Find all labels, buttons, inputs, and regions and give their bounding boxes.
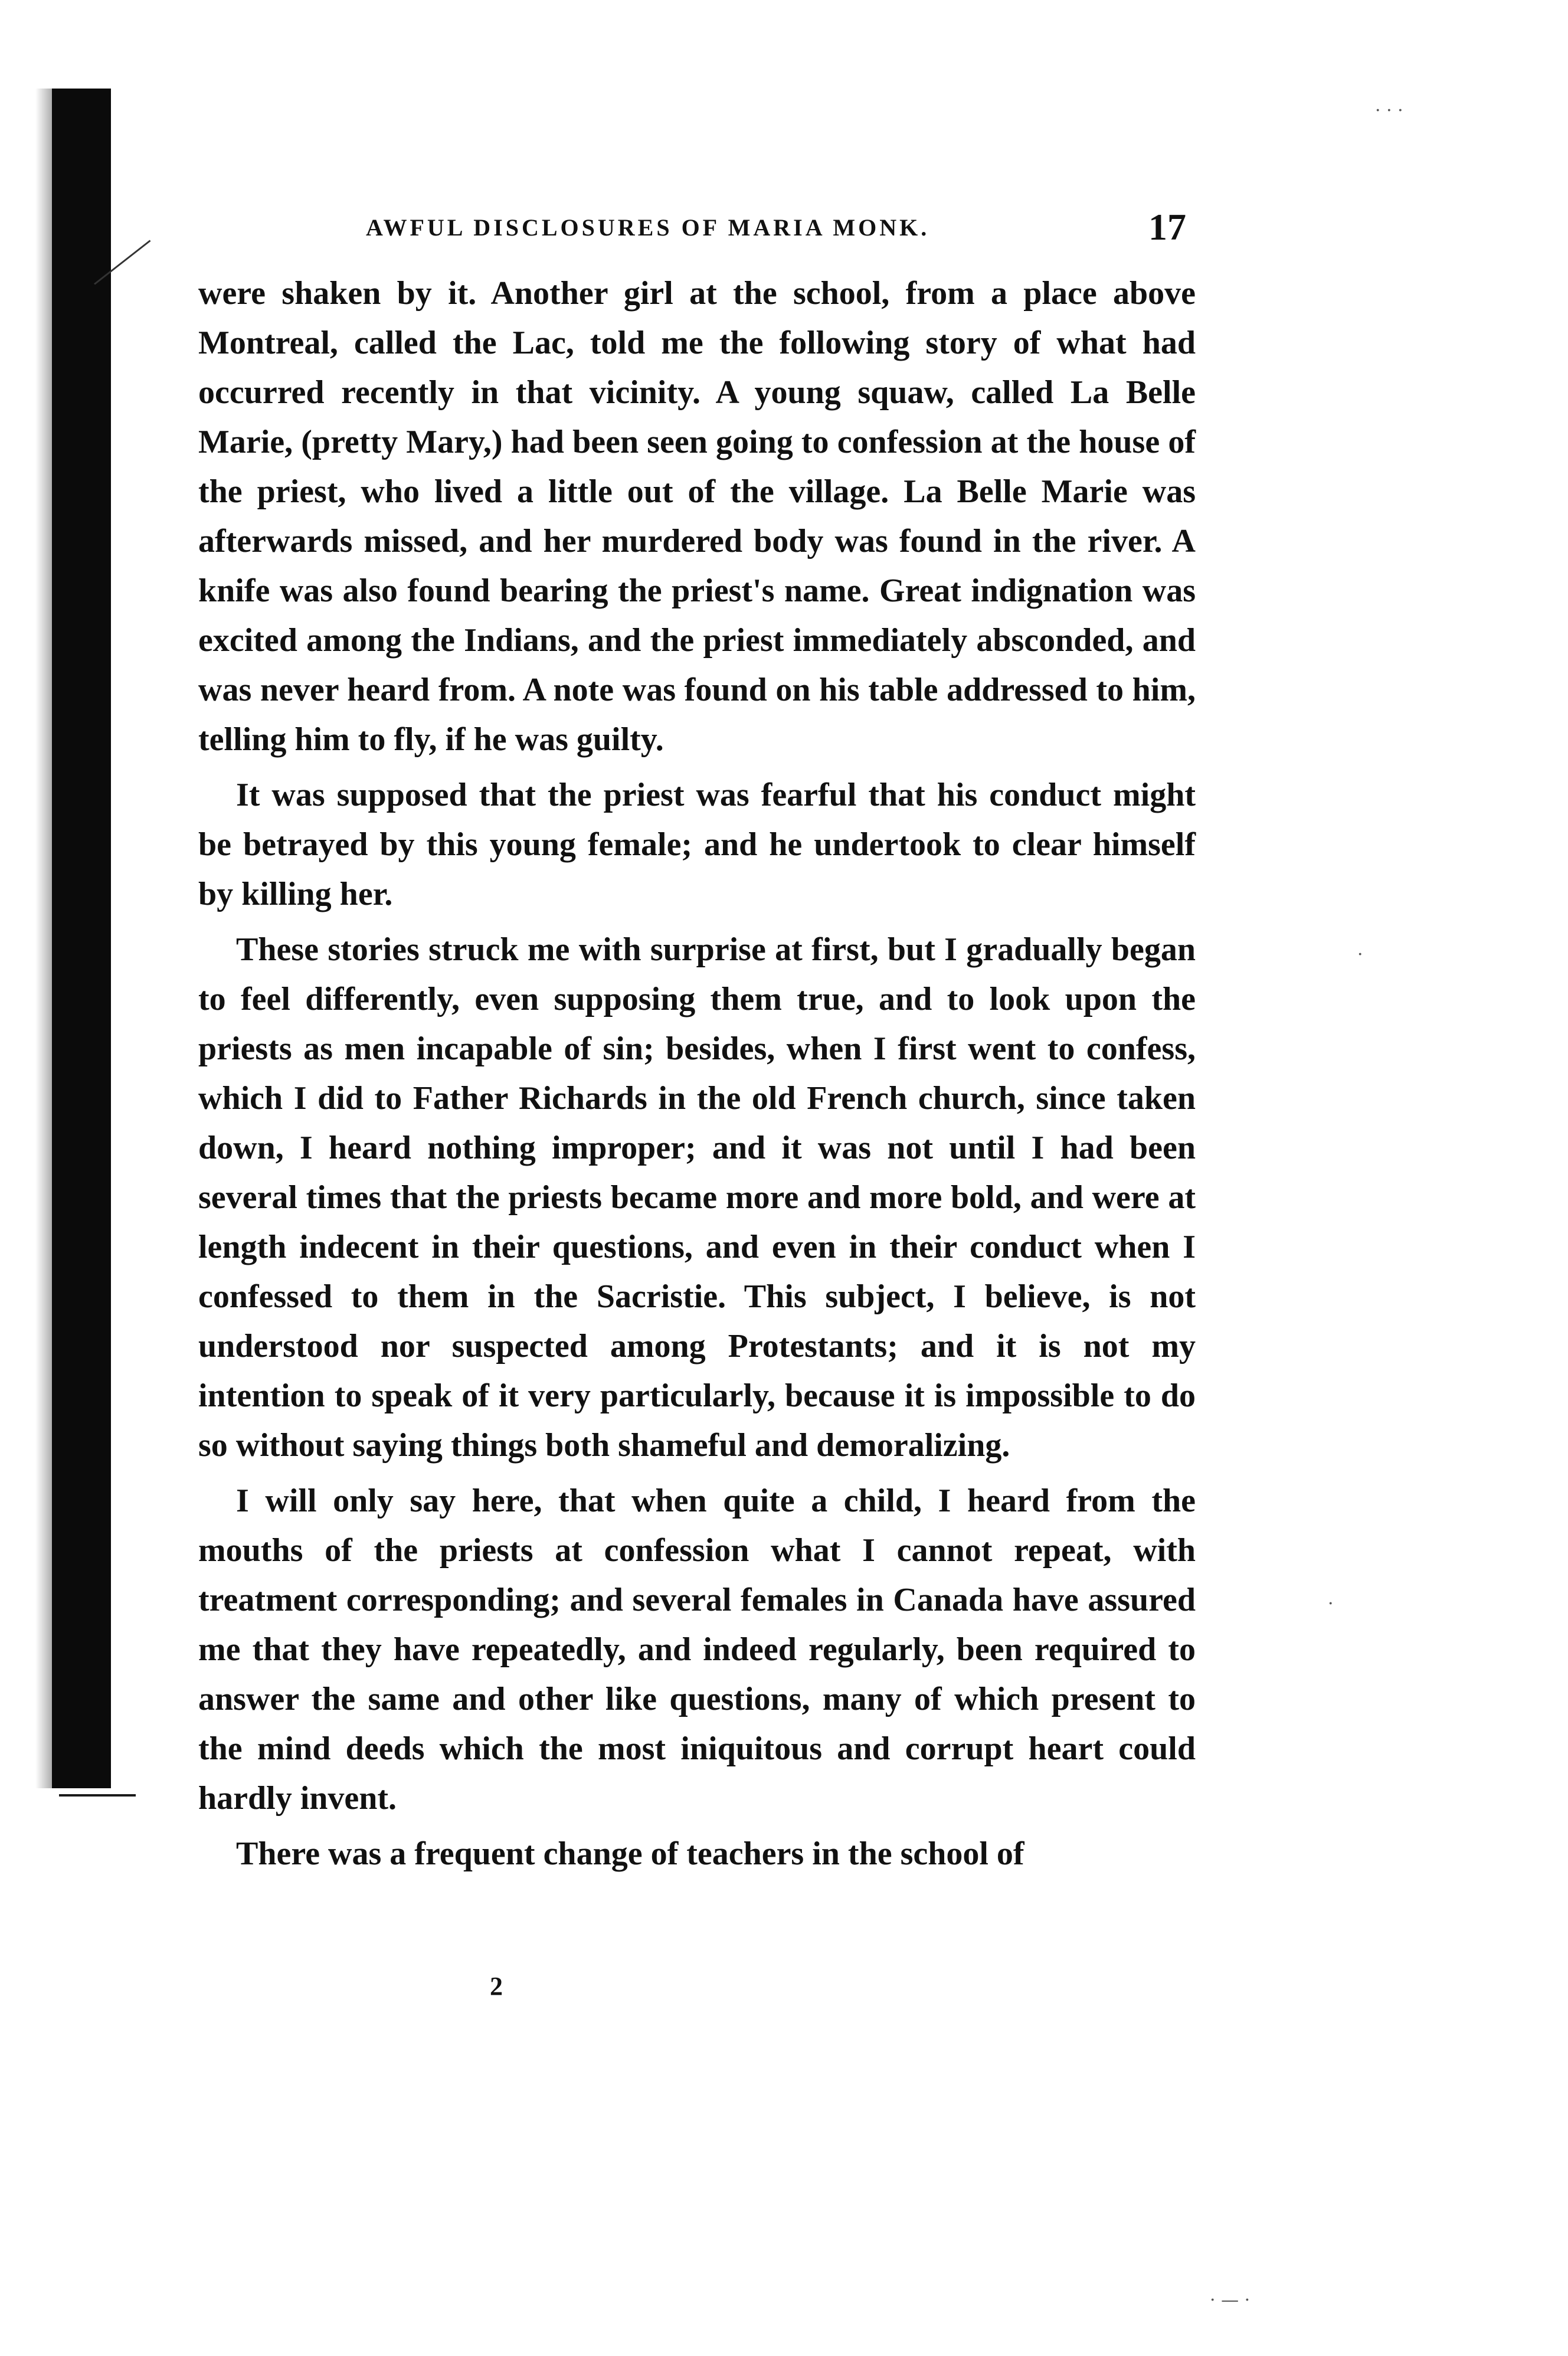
paragraph: There was a frequent change of teachers in the school of	[236, 1835, 1024, 1872]
paragraph: It was supposed that the priest was fearful that his conduct might be betrayed by this young female; and he undertook to clear himself by killing her.	[198, 777, 1196, 912]
scan-speck: · · ·	[1375, 100, 1403, 121]
running-title: AWFUL DISCLOSURES OF MARIA MONK.	[366, 214, 930, 241]
binding-rule	[59, 1794, 136, 1797]
binding-edge	[52, 89, 111, 1788]
paragraph: These stories struck me with surprise at first, but I gradually began to feel differently, even supposing them true, and to look upon the priests as men incapable of sin; besides, when I first went to confess, which I did to Father Richards in the old French church, since taken down, I heard nothing improper; and it was not until I had been several times that the priests became more and more bold, and were at length indecent in their questions, and even in their conduct when I confessed to them in the Sacristie. This subject, I believe, is not understood nor suspected among Protestants; and it is not my intention to speak of it very particularly, because it is impossible to do so without saying things both shameful and demoralizing.	[198, 931, 1196, 1464]
paragraph: were shaken by it. Another girl at the school, from a place above Montreal, called the Lac, told me the following story of what had occurred recently in that vicinity. A young squaw, called La Belle Marie, (pretty Mary,) had been seen going to confession at the house of the priest, who lived a little out of the village. La Belle Marie was afterwards missed, and her murdered body was found in the river. A knife was also found bearing the priest's name. Great indignation was excited among the Indians, and the priest immediately absconded, and was never heard from. A note was found on his table addressed to him, telling him to fly, if he was guilty.	[198, 275, 1196, 758]
scan-speck: ·	[1357, 944, 1363, 965]
page-number: 17	[1148, 206, 1186, 248]
signature-mark: 2	[490, 1972, 503, 2001]
running-head	[195, 207, 1186, 248]
body-text	[198, 269, 1196, 1879]
scan-speck: ·	[1328, 1593, 1334, 1614]
scan-speck: · — ·	[1210, 2290, 1251, 2311]
paragraph: I will only say here, that when quite a child, I heard from the mouths of the priests at confession what I cannot repeat, with treatment corresponding; and several females in Canada have assured me that they have repeatedly, and indeed regularly, been required to answer the same and other like questions, many of which present to the mind deeds which the most iniquitous and corrupt heart could hardly invent.	[198, 1483, 1196, 1817]
